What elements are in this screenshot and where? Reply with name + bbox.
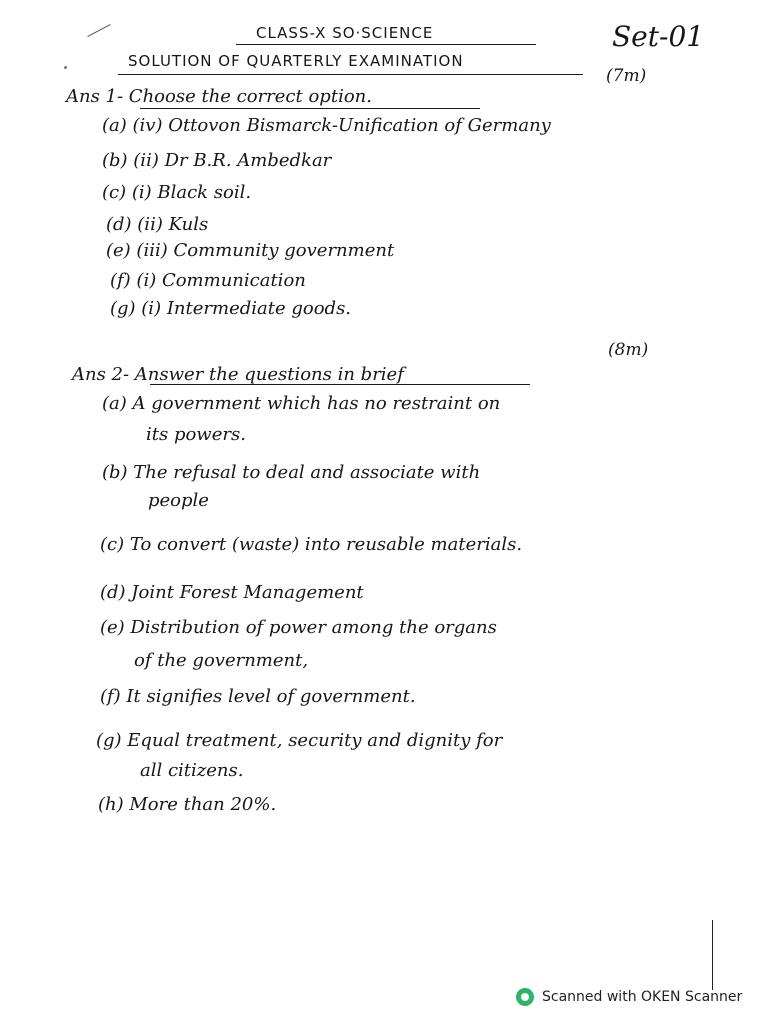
q1-answer-b: (b) (ii) Dr B.R. Ambedkar bbox=[102, 150, 332, 171]
q1-answer-e: (e) (iii) Community government bbox=[106, 240, 395, 261]
q2-answer-h: (h) More than 20%. bbox=[98, 794, 277, 815]
title-underline bbox=[118, 74, 583, 75]
scanner-watermark bbox=[516, 988, 742, 1006]
header-underline bbox=[236, 44, 536, 45]
q2-answer-c: (c) To convert (waste) into reusable materials. bbox=[100, 534, 523, 555]
q1-answer-a: (a) (iv) Ottovon Bismarck-Unification of Germany bbox=[102, 115, 551, 136]
marks-q2: (8m) bbox=[608, 340, 649, 360]
q2-heading: Ans 2- Answer the questions in brief bbox=[72, 364, 404, 385]
q2-answer-a-line2: its powers. bbox=[146, 424, 246, 445]
q2-underline bbox=[150, 384, 530, 385]
q2-answer-a-line1: (a) A government which has no restraint on bbox=[102, 393, 501, 414]
oken-logo-icon bbox=[516, 988, 534, 1006]
margin-line bbox=[712, 920, 713, 990]
q1-underline bbox=[140, 108, 480, 109]
q2-answer-b-line2: people bbox=[148, 490, 209, 511]
q1-answer-c: (c) (i) Black soil. bbox=[102, 182, 252, 203]
marks-q1: (7m) bbox=[606, 66, 647, 86]
document-title: SOLUTION OF QUARTERLY EXAMINATION bbox=[128, 52, 464, 70]
set-label: Set-01 bbox=[612, 20, 705, 53]
q1-answer-f: (f) (i) Communication bbox=[110, 270, 306, 291]
q2-answer-b-line1: (b) The refusal to deal and associate with bbox=[102, 462, 481, 483]
q2-answer-g-line1: (g) Equal treatment, security and dignity for bbox=[96, 730, 503, 751]
q2-answer-g-line2: all citizens. bbox=[140, 760, 244, 781]
q1-answer-g: (g) (i) Intermediate goods. bbox=[110, 298, 352, 319]
q2-answer-d: (d) Joint Forest Management bbox=[100, 582, 364, 603]
q2-answer-e-line1: (e) Distribution of power among the organs bbox=[100, 617, 497, 638]
q1-answer-d: (d) (ii) Kuls bbox=[106, 214, 209, 235]
pen-mark bbox=[87, 24, 110, 37]
scanner-text: Scanned with OKEN Scanner bbox=[542, 989, 743, 1005]
q1-heading: Ans 1- Choose the correct option. bbox=[66, 86, 372, 107]
q2-answer-e-line2: of the government, bbox=[134, 650, 309, 671]
class-label: CLASS-X SO·SCIENCE bbox=[256, 24, 434, 42]
ink-dot bbox=[64, 66, 67, 69]
q2-answer-f: (f) It signifies level of government. bbox=[100, 686, 416, 707]
